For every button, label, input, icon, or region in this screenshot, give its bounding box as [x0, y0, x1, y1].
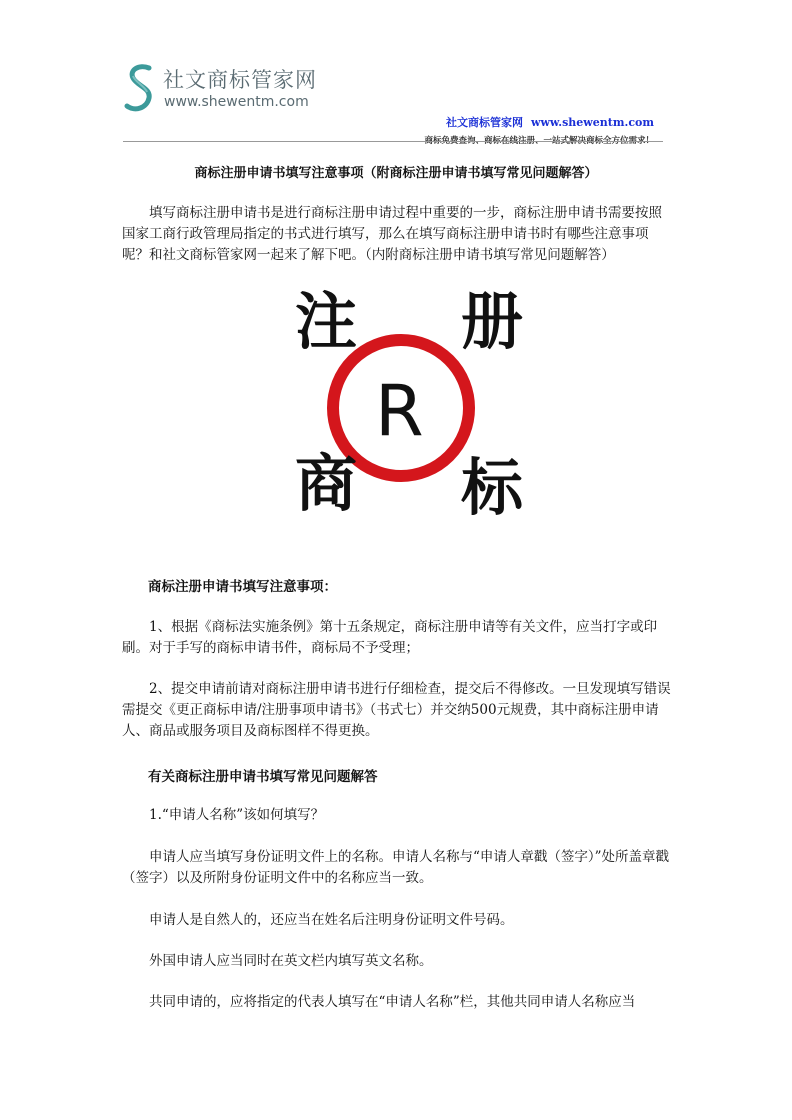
- registered-trademark-graphic: [295, 285, 535, 530]
- hero-char-shang: 商: [295, 447, 358, 520]
- section1-item-2: 2、提交申请前请对商标注册申请书进行仔细检查，提交后不得修改。一旦发现填写错误需提交《更正商标申请/注册事项申请书》（书式七）并交纳500元规费，其中商标注册申请人、商品或服务项目及商标图样不得更换。: [122, 681, 671, 739]
- section1-heading: 商标注册申请书填写注意事项：: [148, 579, 337, 595]
- answer-paragraph-1: 申请人应当填写身份证明文件上的名称。申请人名称与“申请人章戳（签字）”处所盖章戳（签字）以及所附身份证明文件中的名称应当一致。: [122, 849, 670, 886]
- hero-char-zhu: 注: [295, 285, 358, 358]
- section2-heading: 有关商标注册申请书填写常见问题解答: [148, 769, 378, 785]
- page-title: 商标注册申请书填写注意事项（附商标注册申请书填写常见问题解答）: [194, 166, 598, 181]
- hero-char-ce: 册: [461, 285, 524, 358]
- hero-char-biao: 标: [461, 451, 524, 524]
- answer-paragraph-3: 外国申请人应当同时在英文栏内填写英文名称。: [149, 953, 433, 969]
- logo-name: 社文商标管家网: [163, 68, 317, 92]
- hero-r-symbol: R: [375, 370, 424, 452]
- header-tagline: 商标免费查询、商标在线注册、一站式解决商标全方位需求！: [424, 136, 654, 146]
- section1-item-1: 1、根据《商标法实施条例》第十五条规定，商标注册申请等有关文件，应当打字或印刷。对于手写的商标申请书件，商标局不予受理；: [122, 619, 658, 656]
- header-site-name[interactable]: 社文商标管家网: [445, 116, 523, 129]
- question-1: 1.“申请人名称”该如何填写？: [149, 807, 325, 823]
- logo-s-icon: [123, 62, 157, 116]
- header-divider: [123, 141, 663, 142]
- answer-paragraph-2: 申请人是自然人的，还应当在姓名后注明身份证明文件号码。: [149, 912, 514, 928]
- intro-paragraph: 填写商标注册申请书是进行商标注册申请过程中重要的一步，商标注册申请书需要按照国家工商行政管理局指定的书式进行填写，那么在填写商标注册申请书时有哪些注意事项呢？和社文商标管家网一起来了解下吧。（内附商标注册申请书填写常见问题解答）: [122, 205, 662, 263]
- logo-url: www.shewentm.com: [164, 94, 309, 110]
- answer-paragraph-4: 共同申请的，应将指定的代表人填写在“申请人名称”栏，其他共同申请人名称应当: [149, 994, 636, 1010]
- site-logo: [123, 62, 323, 116]
- header-site-url[interactable]: www.shewentm.com: [530, 116, 654, 129]
